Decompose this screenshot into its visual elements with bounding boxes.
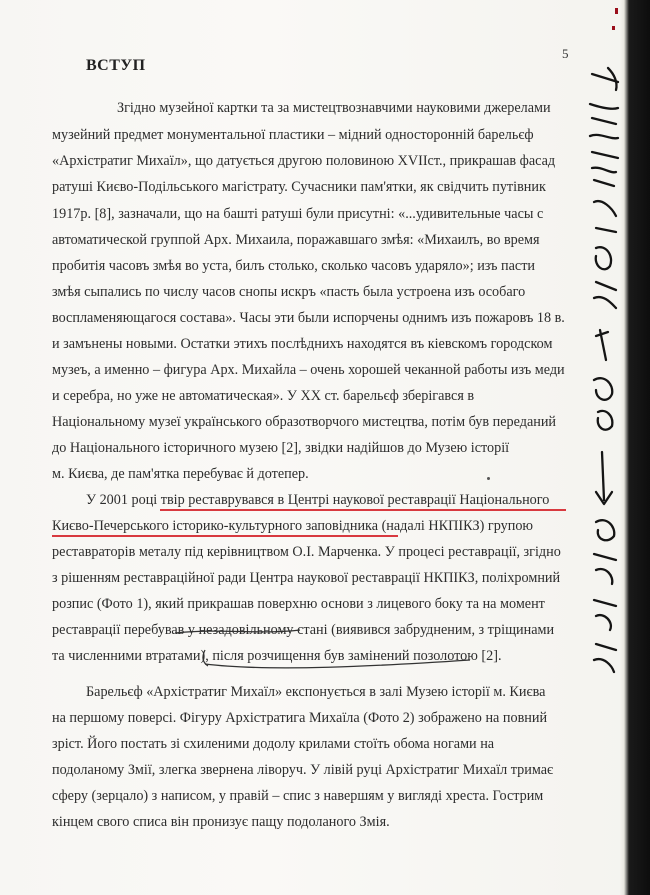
text-line: 1917р. [8], зазначали, що на башті ратуші були присутні: «...удивительные часы с [52,206,544,222]
text-line: Згідно музейної картки та за мистецтвознавчими науковими джерелами [117,100,551,116]
text-line: з рішенням реставраційної ради Центра наукової реставрації НКПІКЗ, поліхромний [52,570,561,586]
text-line: музейний предмет монументальної пластики – мідний односторонній барельєф [52,127,534,143]
page-number: 5 [562,46,569,61]
text-line: «Архістратиг Михаїл», що датується другою половиною XVIIст., прикрашав фасад [52,153,556,169]
text-line: та численними втратами), після розчищення був замінений позолотою [2]. [52,648,502,664]
text-line: реставрації перебував у незадовільному стані (виявився забрудненим, з тріщинами [52,622,555,638]
text-line: подоланому Змії, злегка звернена ліворуч. У лівій руці Архістратиг Михаїл тримає [52,762,554,778]
text-line: музеъ, а именно – фигура Арх. Михайла – очень хорошей чеканной работы изъ меди [52,362,565,378]
text-line: змѣя сыпались по числу часов снопы искръ «пасть была устроена изъ особаго [52,284,526,300]
text-line: ратуші Києво-Подільського магістрату. Сучасники пам'ятки, як свідчить путівник [52,179,546,195]
text-line: реставраторів металу під керівництвом О.І. Марченка. У процесі реставрації, згідно [52,544,561,560]
handwritten-margin-note [578,60,626,680]
section-heading: ВСТУП [86,57,146,74]
text-line: розпис (Фото 1), який прикрашав поверхню основи з лицевого боку та на момент [52,596,545,612]
text-line: и замънены новыми. Остатки этихъ послѣднихъ находятся въ кіевскомъ городском [52,336,553,352]
text-line: воспламеняющагося состава». Часы эти были испорчены однимъ изъ пожаровъ 18 в. [52,310,565,326]
text-line: У 2001 році твір реставрувався в Центрі наукової реставрації Національного [86,492,550,508]
text-line: на першому поверсі. Фігуру Архістратига Михаїла (Фото 2) зображено на повний [52,710,548,726]
text-line: и серебра, но уже не автоматическая». У ХХ ст. барельєф зберігався в [52,388,475,404]
text-line: Києво-Печерського історико-культурного заповідника (надалі НКПІКЗ) групою [52,518,534,534]
text-line: автоматической группой Арх. Михаила, поражавшаго змѣя: «Михаилъ, во время [52,232,540,248]
text-line: сферу (зерцало) з написом, у правій – спис з навершям у вигляді хреста. Гострим [52,788,544,804]
text-line: м. Києва, де пам'ятка перебуває й дотепер. [52,466,309,482]
text-line: Барельєф «Архістратиг Михаїл» експонується в залі Музею історії м. Києва [86,684,546,700]
text-line: кінцем свого списа він пронизує пащу подоланого Змія. [52,814,390,830]
text-line: до Національного історичного музею [2], звідки надійшов до Музею історії [52,440,510,456]
text-line: пробитія часовъ змѣя во уста, билъ столько, сколько часовъ ударяло»; изъ пасти [52,258,536,274]
text-line: зріст. Його постать зі схиленими додолу крилами стоїть обома ногами на [52,736,495,752]
text-line: Національному музеї українського образотворчого мистецтва, потім був переданий [52,414,557,430]
